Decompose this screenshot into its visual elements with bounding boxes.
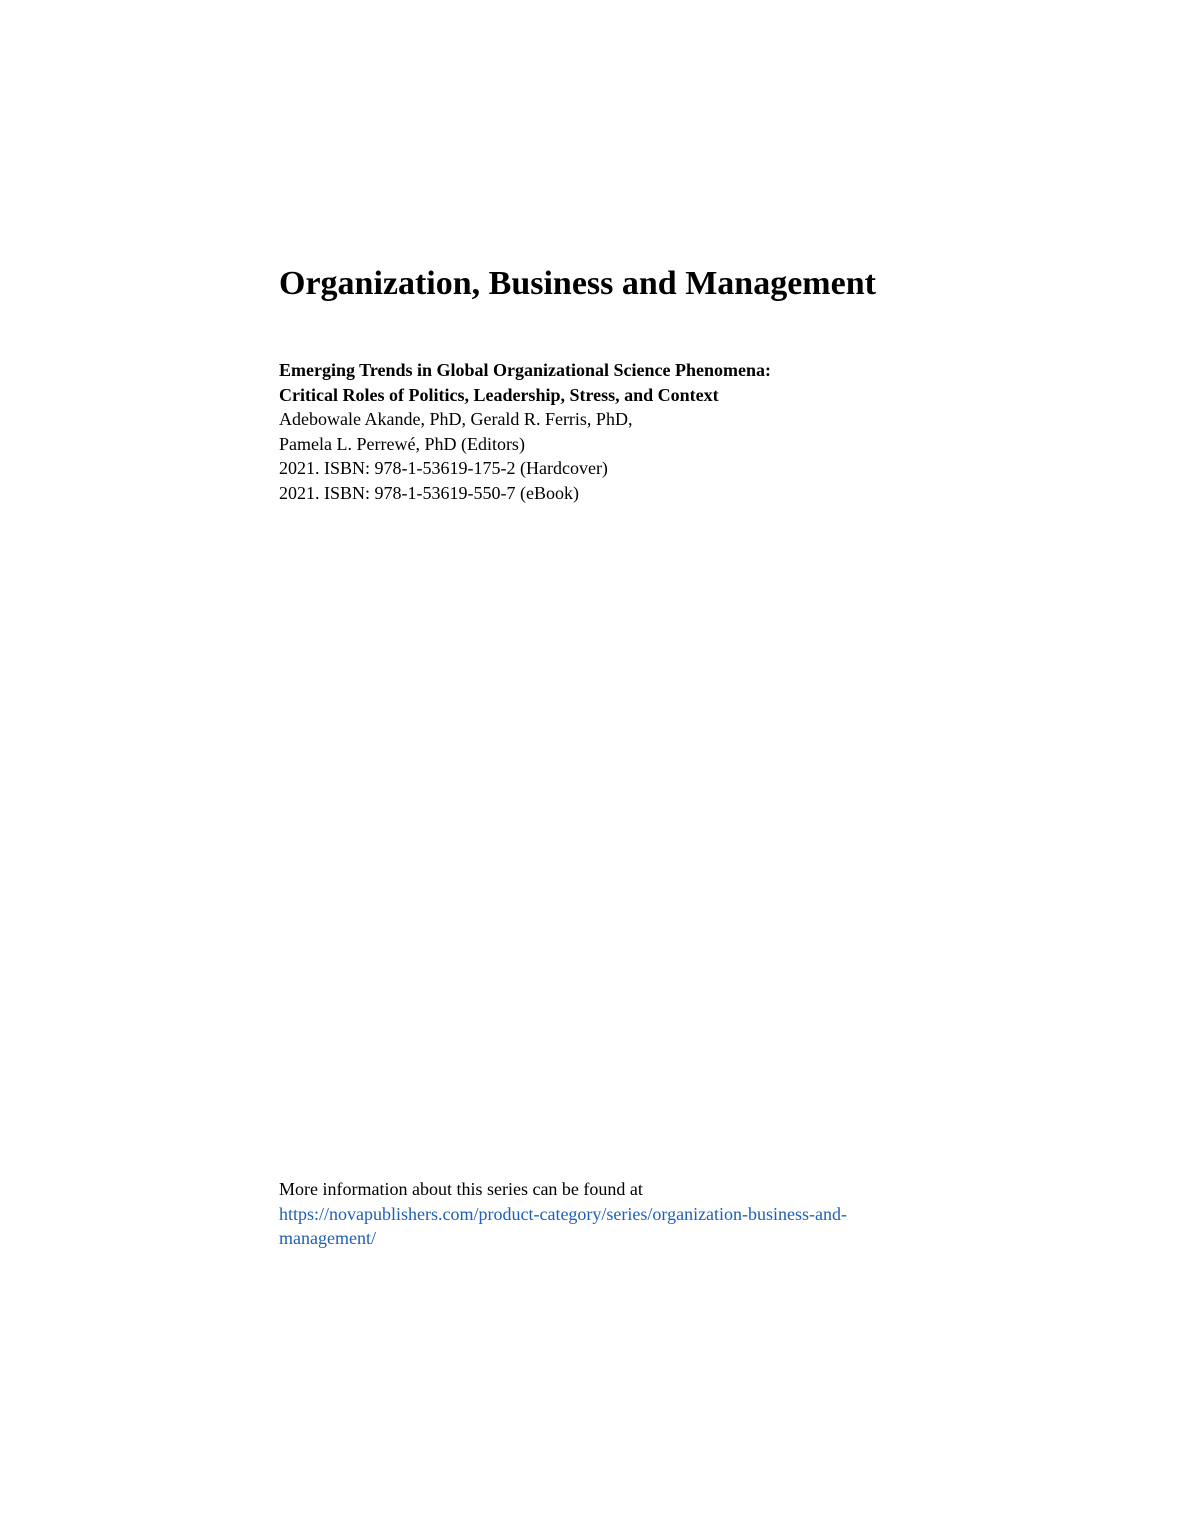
book-title-line-1: Emerging Trends in Global Organizational Science Phenomena: bbox=[279, 360, 772, 380]
book-title-line-2: Critical Roles of Politics, Leadership, Stress, and Context bbox=[279, 384, 719, 405]
book-editors-line-1: Adebowale Akande, PhD, Gerald R. Ferris, PhD, bbox=[279, 409, 633, 430]
series-link[interactable] bbox=[279, 1202, 919, 1251]
series-title: Organization, Business and Management bbox=[279, 265, 876, 302]
series-link-line-1[interactable]: https://novapublishers.com/product-category/series/organization-business-and- bbox=[279, 1203, 848, 1224]
book-editors-line-2: Pamela L. Perrewé, PhD (Editors) bbox=[279, 433, 525, 454]
book-isbn-ebook: 2021. ISBN: 978-1-53619-550-7 (eBook) bbox=[279, 482, 579, 503]
more-info-text: More information about this series can be found at bbox=[279, 1179, 643, 1199]
book-entry bbox=[279, 358, 919, 506]
more-info-section bbox=[279, 1177, 919, 1251]
book-isbn-hardcover: 2021. ISBN: 978-1-53619-175-2 (Hardcover) bbox=[279, 458, 608, 479]
series-link-line-2[interactable]: management/ bbox=[279, 1228, 376, 1249]
